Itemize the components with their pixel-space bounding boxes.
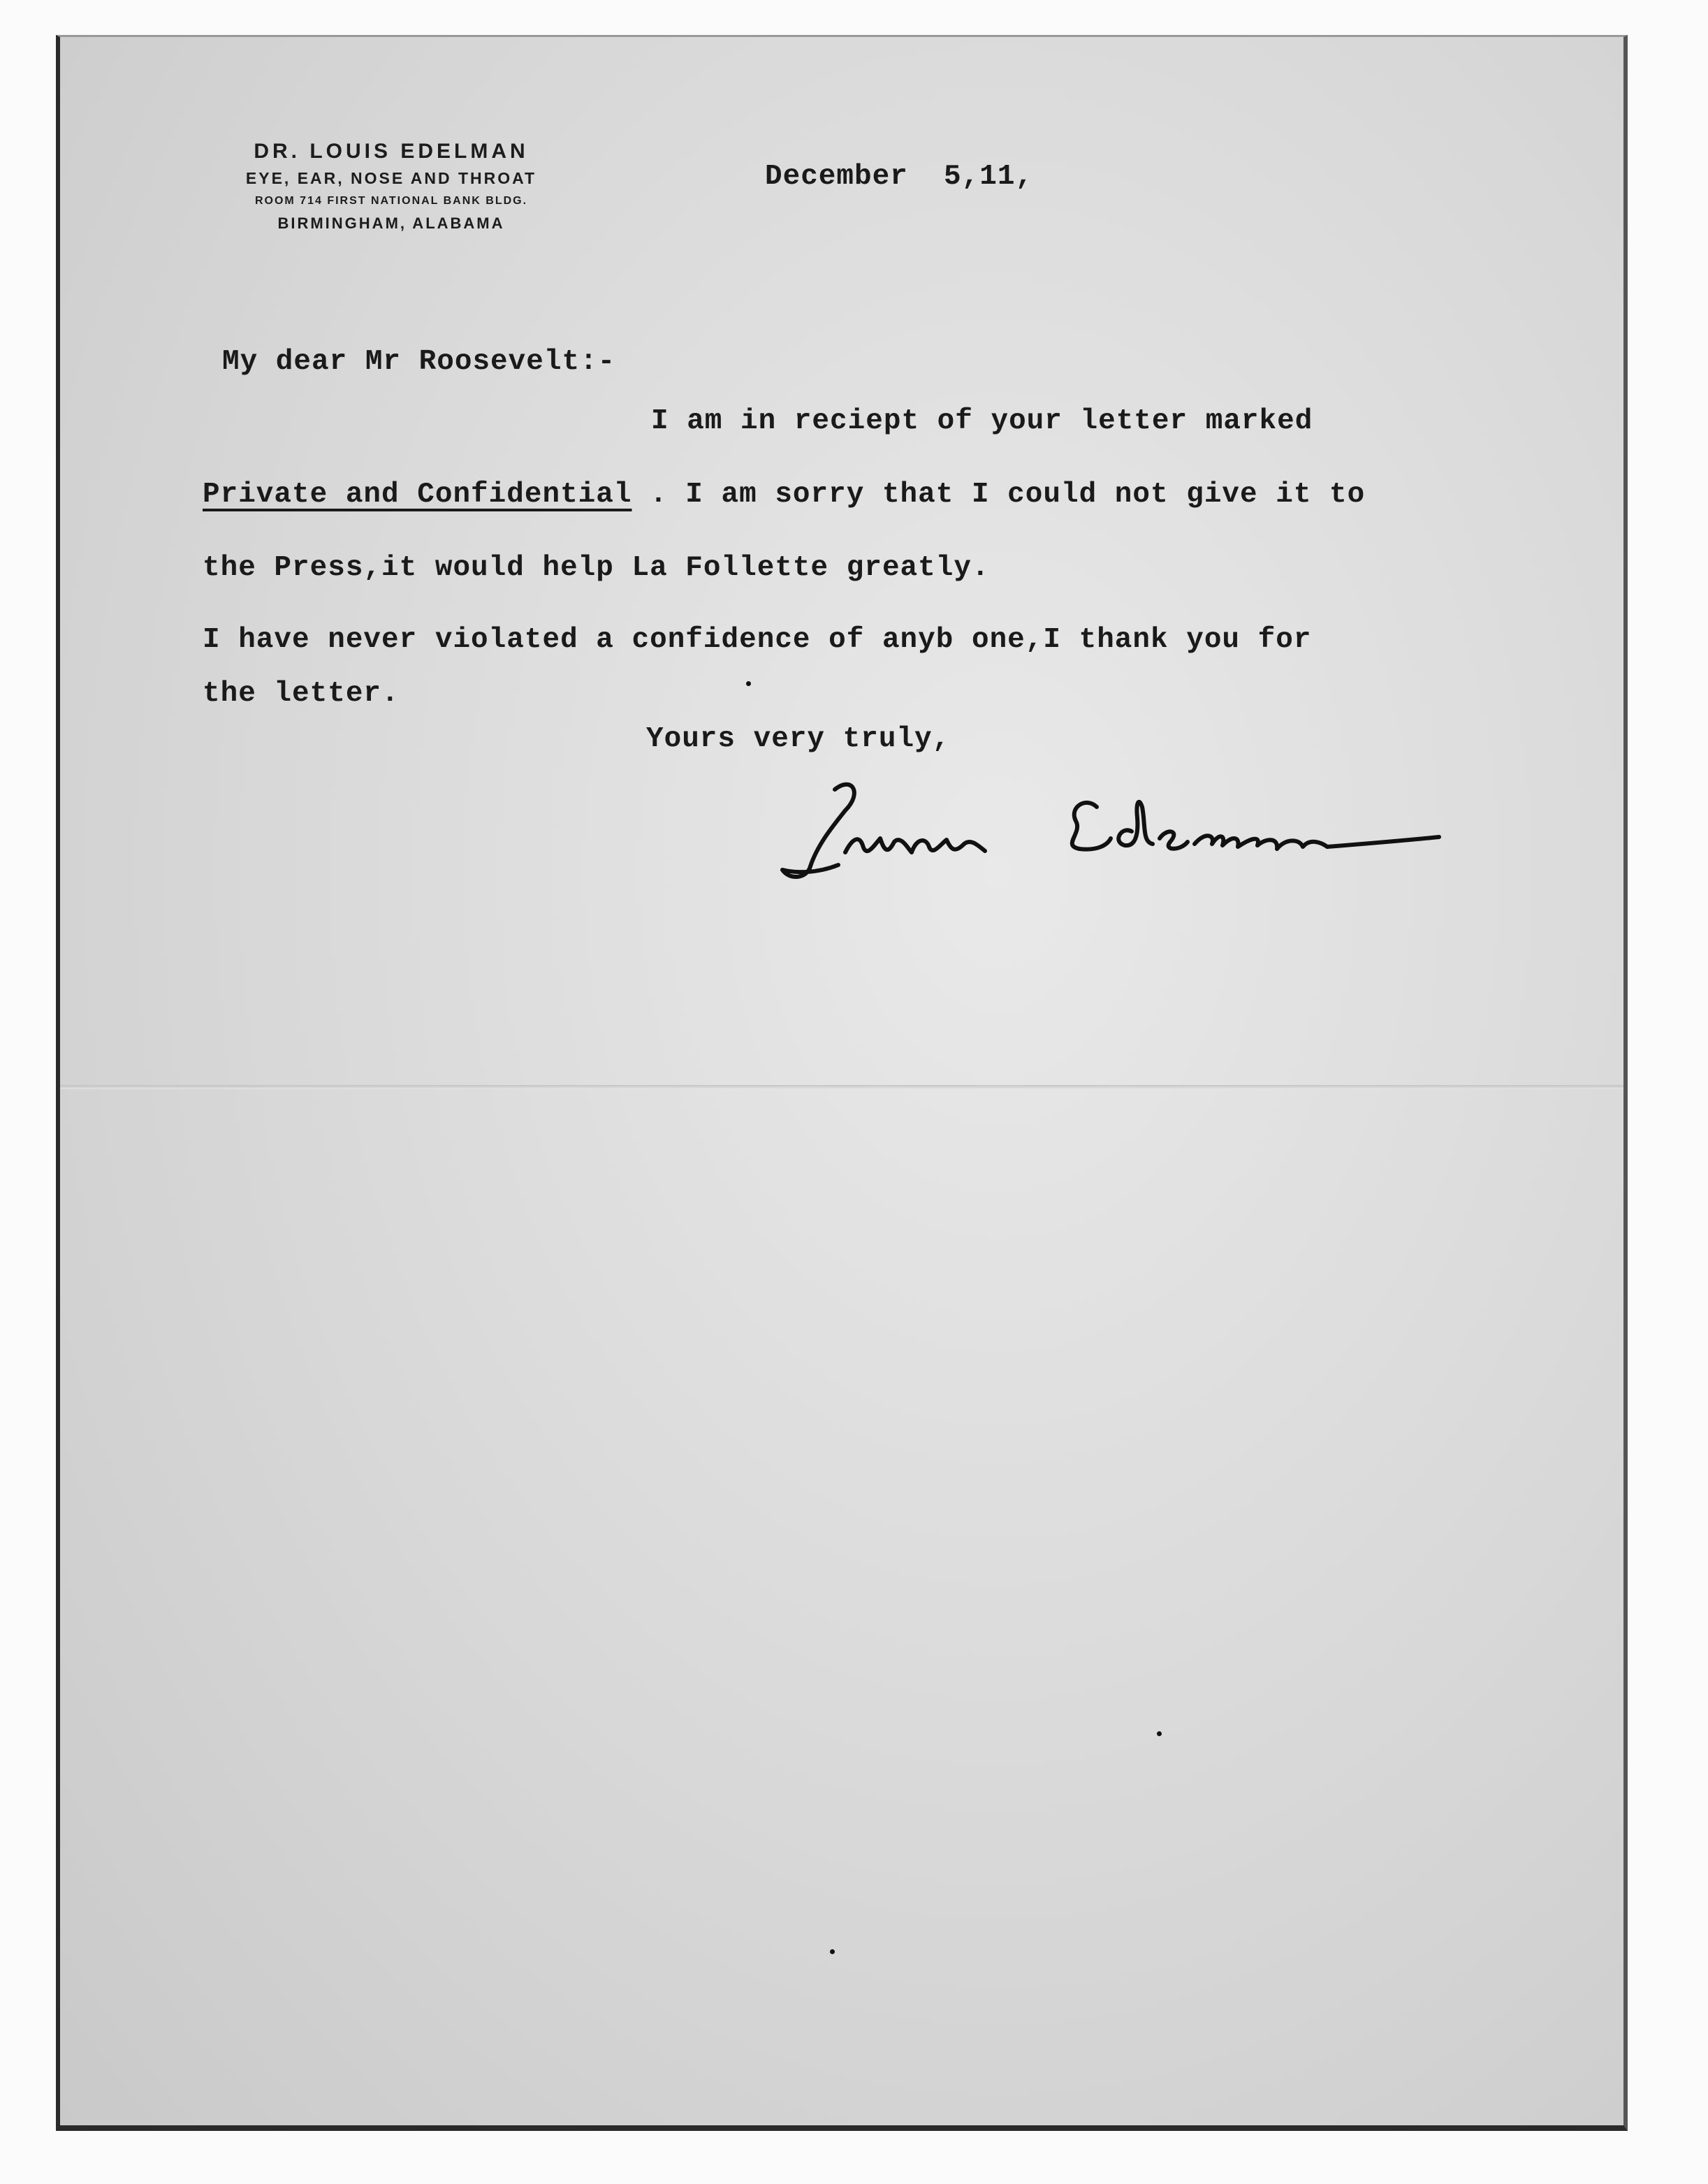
paper-fold-line xyxy=(60,1085,1623,1089)
letterhead xyxy=(154,140,629,233)
body-line-5: the letter. xyxy=(203,678,400,710)
body-line-2 xyxy=(203,479,1365,511)
paper-speck xyxy=(746,681,751,686)
letterhead-specialty: EYE, EAR, NOSE AND THROAT xyxy=(245,169,537,187)
letterhead-address: ROOM 714 FIRST NATIONAL BANK BLDG. xyxy=(254,195,528,207)
letterhead-name: DR. LOUIS EDELMAN xyxy=(254,140,529,163)
letterhead-city: BIRMINGHAM, ALABAMA xyxy=(277,214,505,232)
paper-speck xyxy=(830,1949,835,1954)
private-confidential-text: Private and Confidential xyxy=(203,479,632,511)
handwritten-signature xyxy=(768,769,1509,908)
closing: Yours very truly, xyxy=(646,723,951,755)
body-line-3: the Press,it would help La Follette greatly. xyxy=(203,552,990,584)
letter-date: December 5,11, xyxy=(765,161,1034,193)
body-line-4: I have never violated a confidence of anyb one,I thank you for xyxy=(203,624,1312,656)
body-line-1: I am in reciept of your letter marked xyxy=(651,405,1313,437)
salutation: My dear Mr Roosevelt:- xyxy=(222,346,616,378)
paper-speck xyxy=(1157,1731,1162,1736)
body-line-2-rest: . I am sorry that I could not give it to xyxy=(632,479,1366,511)
